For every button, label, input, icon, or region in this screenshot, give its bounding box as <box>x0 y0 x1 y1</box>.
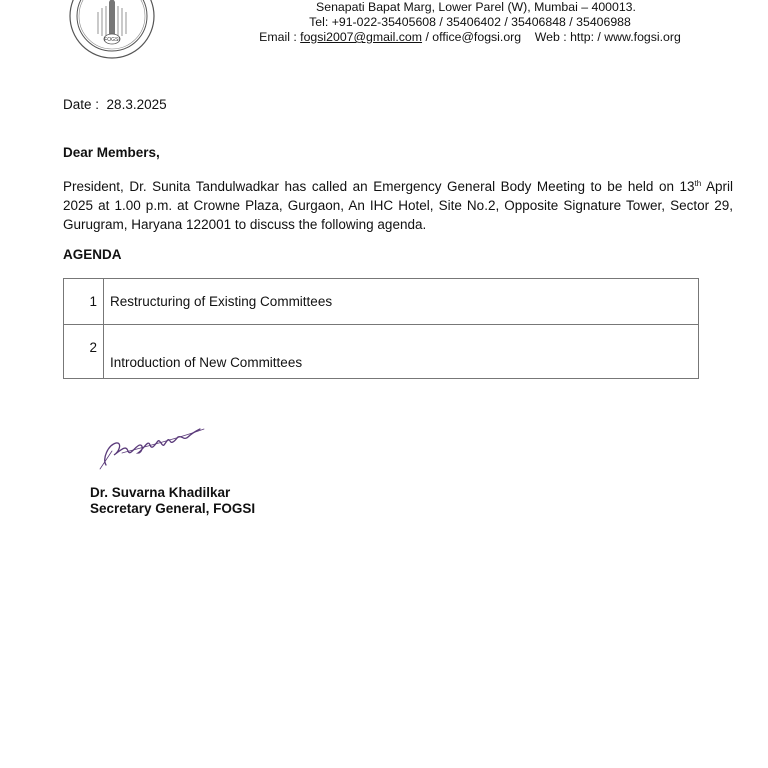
agenda-number: 2 <box>64 325 104 379</box>
address-line: Senapati Bapat Marg, Lower Parel (W), Mumbai – 400013. <box>316 0 636 14</box>
date-label: Date : <box>63 97 100 112</box>
agenda-table <box>63 278 699 379</box>
salutation: Dear Members, <box>63 145 160 160</box>
agenda-row <box>64 325 699 379</box>
signatory-block <box>90 485 255 517</box>
agenda-item: Restructuring of Existing Committees <box>104 279 699 325</box>
letterhead <box>0 0 768 60</box>
svg-text:FOGSI: FOGSI <box>104 37 120 43</box>
letterhead-address <box>240 0 700 45</box>
signatory-title: Secretary General, FOGSI <box>90 501 256 516</box>
email-label: Email : <box>259 30 301 44</box>
fogsi-logo <box>68 0 156 60</box>
date-line <box>63 97 167 112</box>
date-value: 28.3.2025 <box>106 97 167 112</box>
email-secondary[interactable]: / office@fogsi.org <box>422 30 522 44</box>
contact-line <box>240 30 700 45</box>
web-address[interactable]: Web : http: / www.fogsi.org <box>534 30 681 44</box>
agenda-heading: AGENDA <box>63 247 122 262</box>
body-text-superscript: th <box>694 179 702 188</box>
handwritten-signature <box>92 415 212 475</box>
body-paragraph <box>63 177 733 234</box>
signatory-name: Dr. Suvarna Khadilkar <box>90 485 231 500</box>
agenda-item: Introduction of New Committees <box>104 325 699 379</box>
agenda-number: 1 <box>64 279 104 325</box>
email-primary-link[interactable]: fogsi2007@gmail.com <box>300 30 423 44</box>
telephone-line: Tel: +91-022-35405608 / 35406402 / 35406848 / 35406988 <box>309 15 631 29</box>
agenda-row <box>64 279 699 325</box>
body-text-part2: April 2025 at 1.00 p.m. at Crowne Plaza, Gurgaon, An IHC Hotel, Site No.2, Opposite Signature Tower, Sector 29, Gurugram, Haryana 122001 to discuss the following agenda. <box>63 179 733 232</box>
body-text-part1: President, Dr. Sunita Tandulwadkar has called an Emergency General Body Meeting to be held on 13 <box>63 179 695 194</box>
